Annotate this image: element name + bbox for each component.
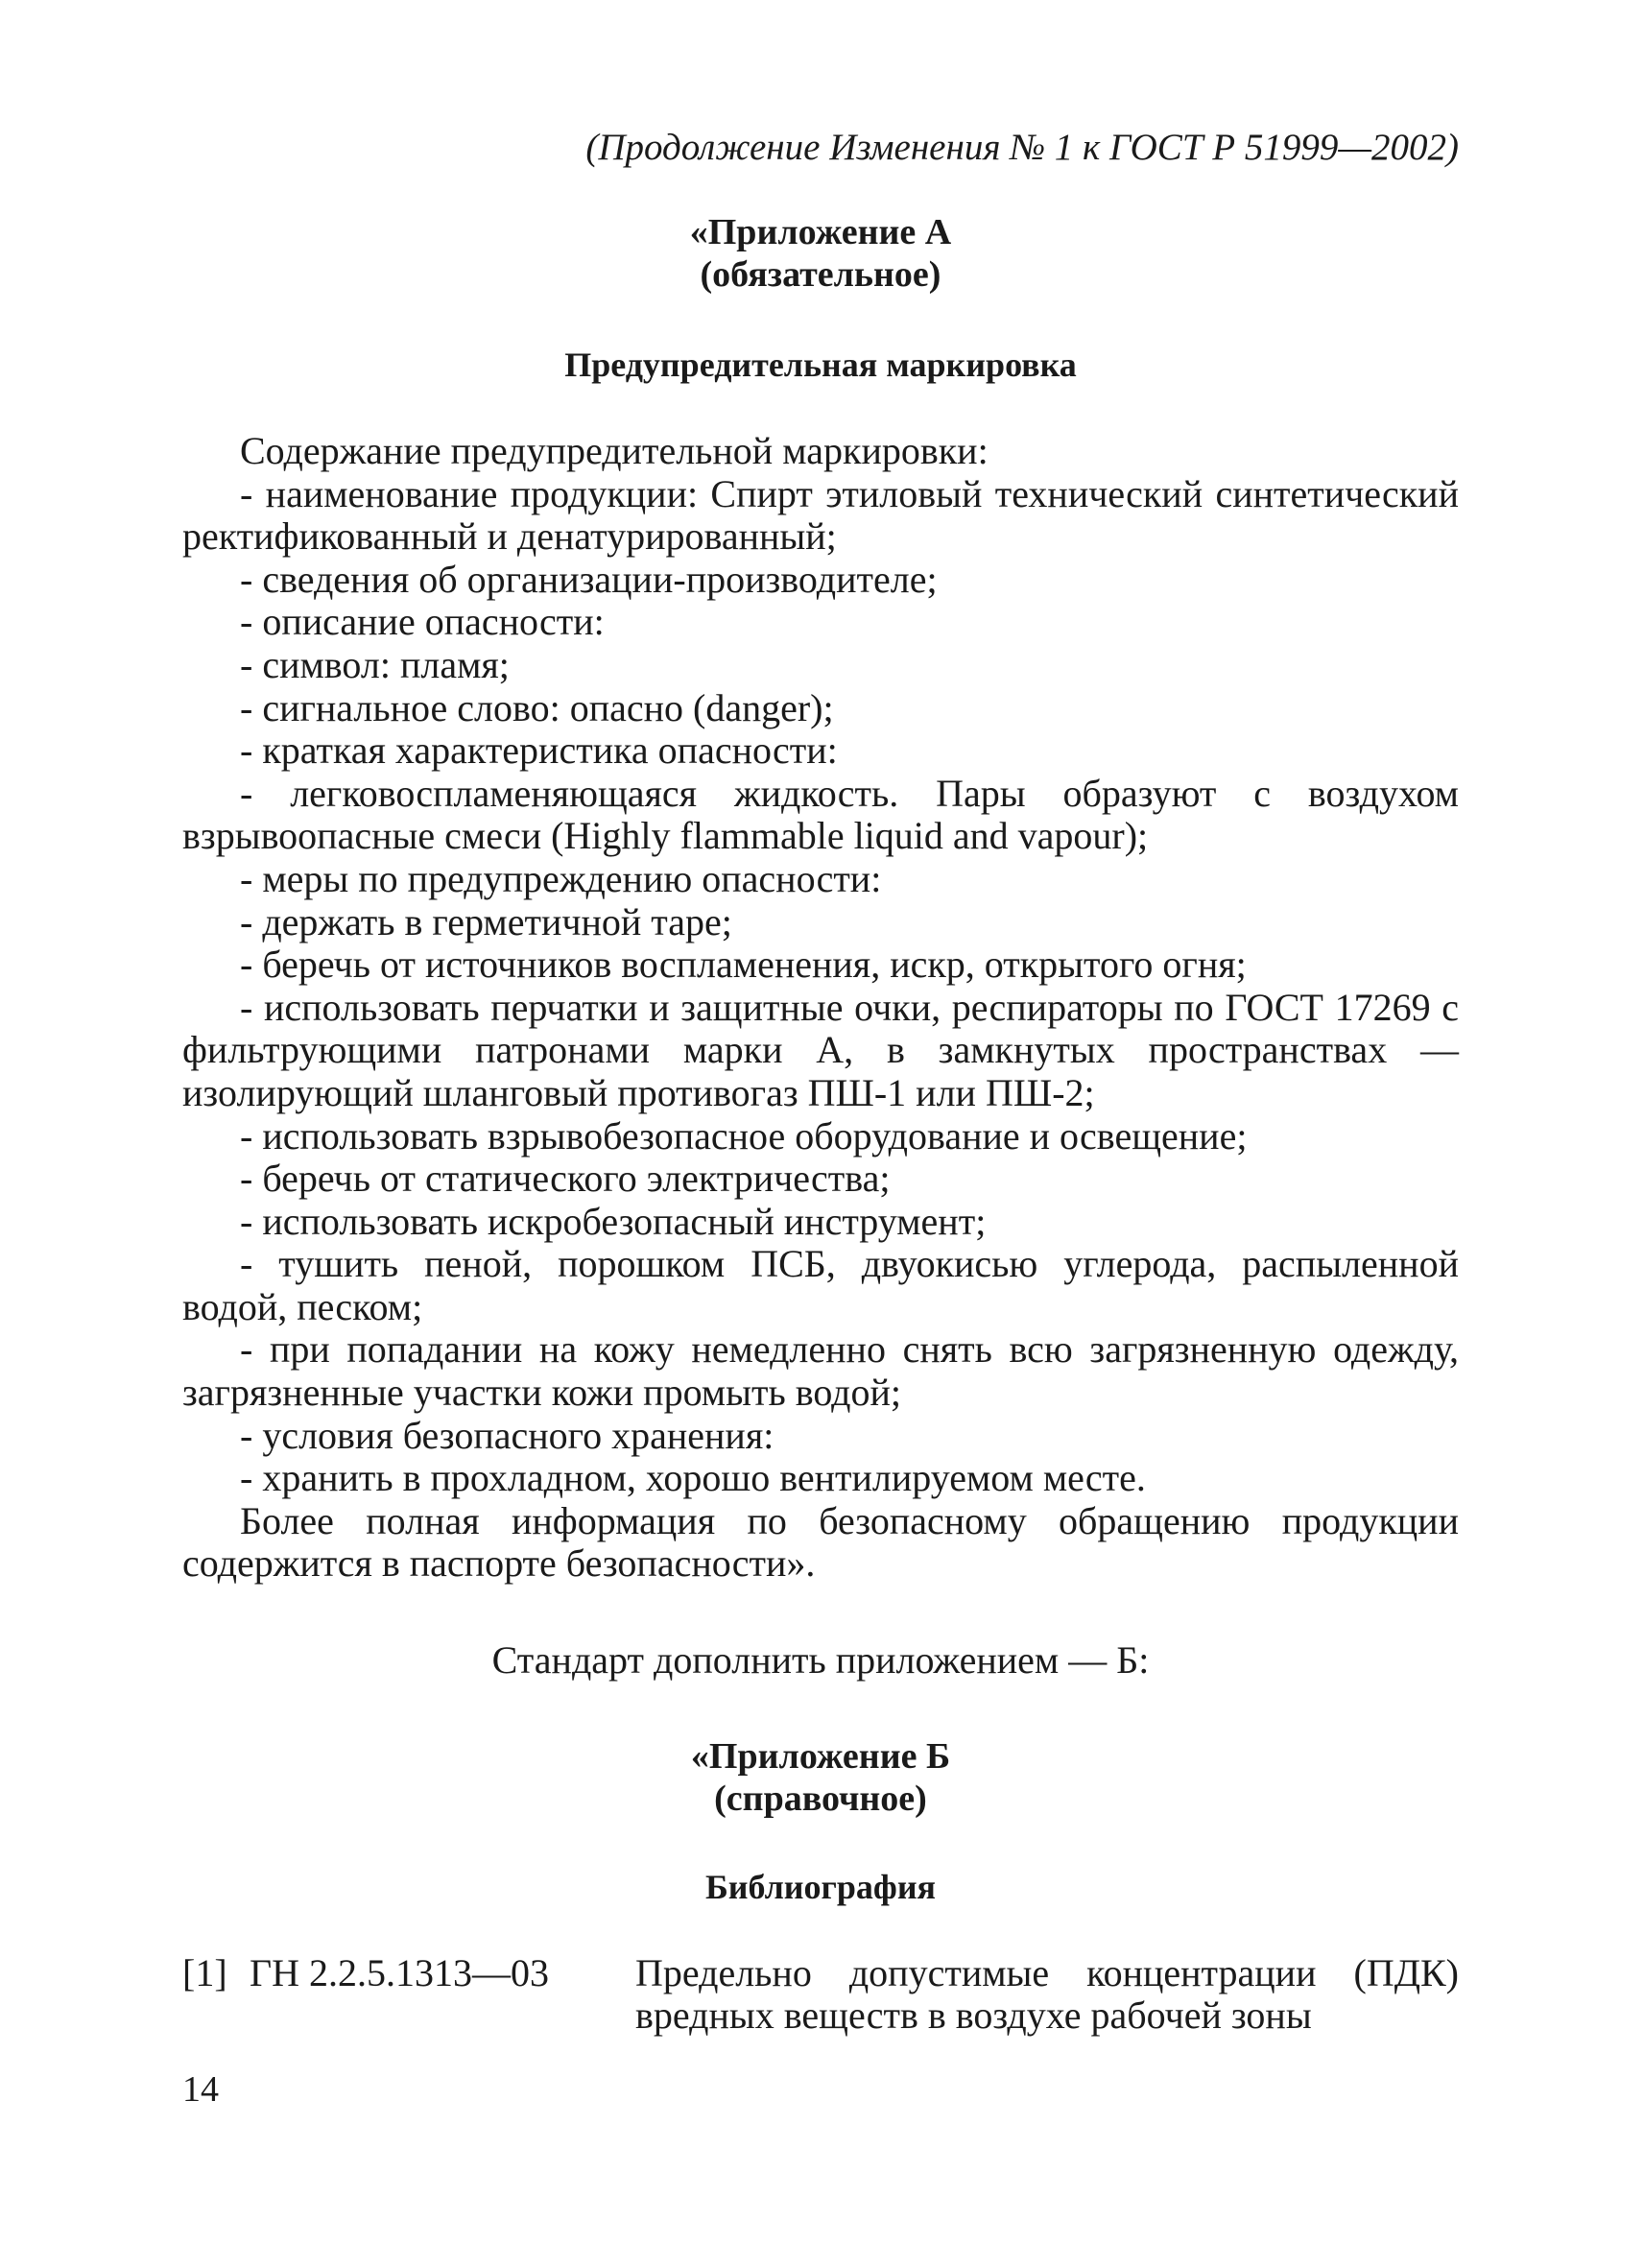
appendix-a-status: (обязательное): [700, 254, 941, 295]
paragraph: - легковоспламеняющаяся жидкость. Пары образуют с воздухом взрывоопасные смеси (Highly flammable liquid and vapour);: [182, 771, 1459, 858]
appendix-b-title: «Приложение Б: [690, 1736, 951, 1778]
appendix-b-status: (справочное): [714, 1779, 927, 1820]
paragraph: - использовать взрывобезопасное оборудование и освещение;: [240, 1113, 1248, 1158]
paragraph: - меры по предупреждению опасности:: [240, 856, 882, 900]
bibliography-entry-title: Предельно допустимые концентрации (ПДК) вредных веществ в воздухе рабочей зоны: [635, 1951, 1459, 2038]
paragraph: - хранить в прохладном, хорошо вентилируемом месте.: [240, 1456, 1146, 1500]
paragraph: - сведения об организации-производителе;: [240, 557, 938, 601]
paragraph: - условия безопасного хранения:: [240, 1413, 774, 1457]
paragraph: - беречь от статического электричества;: [240, 1157, 891, 1201]
page-number: 14: [182, 2069, 219, 2110]
warning-marking-content: [182, 430, 1459, 1586]
document-page: [182, 125, 1459, 2037]
appendix-a-title: «Приложение А: [689, 212, 952, 252]
paragraph: - краткая характеристика опасности:: [240, 728, 838, 773]
appendix-a-heading: Предупредительная маркировка: [564, 346, 1077, 384]
paragraph: Содержание предупредительной маркировки:: [240, 429, 989, 472]
amendment-line: Стандарт дополнить приложением — Б:: [491, 1638, 1150, 1683]
paragraph: - использовать искробезопасный инструмент;: [240, 1199, 987, 1243]
bibliography-heading: Библиография: [704, 1868, 937, 1907]
paragraph: - при попадании на кожу немедленно снять всю загрязненную одежду, загрязненные участки кожи промыть водой;: [182, 1327, 1459, 1415]
paragraph: - наименование продукции: Спирт этиловый технический синтетический ректификованный и денатурированный;: [182, 471, 1459, 559]
paragraph: - использовать перчатки и защитные очки, респираторы по ГОСТ 17269 с фильтрующими патронами марки А, в замкнутых пространствах — изолирующий шланговый противогаз ПШ-1 или ПШ-2;: [182, 985, 1459, 1114]
paragraph: - беречь от источников воспламенения, искр, открытого огня;: [240, 943, 1247, 987]
continuation-note: (Продолжение Изменения № 1 к ГОСТ Р 51999—2002): [585, 127, 1459, 168]
bibliography-entry: [182, 1952, 1459, 2037]
paragraph: - сигнальное слово: опасно (danger);: [240, 685, 834, 729]
bibliography-entry-code: ГН 2.2.5.1313—03: [250, 1951, 550, 1995]
paragraph: - держать в герметичной таре;: [240, 899, 732, 943]
paragraph: - символ: пламя;: [240, 642, 510, 686]
paragraph: - тушить пеной, порошком ПСБ, двуокисью углерода, распыленной водой, песком;: [182, 1242, 1459, 1328]
paragraph: Более полная информация по безопасному обращению продукции содержится в паспорте безопасности».: [182, 1498, 1459, 1586]
bibliography-entry-number: [1]: [182, 1951, 227, 1995]
paragraph: - описание опасности:: [240, 600, 605, 644]
